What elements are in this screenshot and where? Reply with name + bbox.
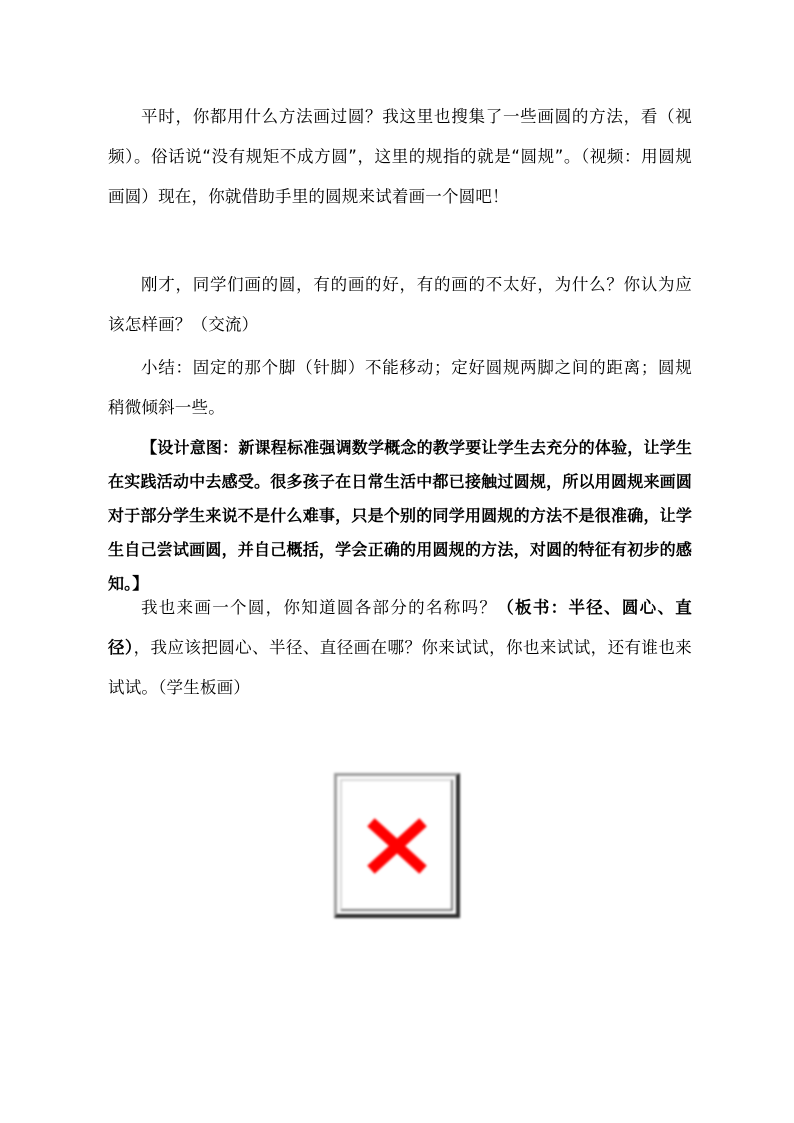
broken-image-icon	[367, 816, 427, 876]
paragraph-circle-parts-end: ，我应该把圆心、半径、直径画在哪？你来试试，你也来试试，还有谁也来试试。（学生板画）	[108, 638, 692, 697]
paragraph-drawing-methods	[108, 97, 692, 217]
blackboard-note: （板书：半径、圆心、直径）	[108, 598, 693, 657]
paragraph-circle-parts	[108, 588, 692, 708]
paragraph-why-difference	[108, 265, 692, 345]
paragraph-why-difference-text: 刚才，同学们画的圆，有的画的好，有的画的不太好，为什么？你认为应该怎样画？（交流）	[108, 275, 692, 334]
design-intent-text: 【设计意图：新课程标准强调数学概念的教学要让学生去充分的体验，让学生在实践活动中去感受。很多孩子在日常生活中都已接触过圆规，所以用圆规来画圆对于部分学生来说不是什么难事，只是个别的同学用圆规的方法不是很准确，让学生自己尝试画圆，并自己概括，学会正确的用圆规的方法，对圆的特征有初步的感知。】	[108, 438, 692, 593]
paragraph-summary	[108, 348, 692, 428]
paragraph-drawing-methods-text: 平时，你都用什么方法画过圆？我这里也搜集了一些画圆的方法，看（视频）。俗话说“没有规矩不成方圆”，这里的规指的就是“圆规”。（视频：用圆规画圆）现在，你就借助手里的圆规来试着画一个圆吧！	[108, 107, 692, 206]
paragraph-summary-text: 小结：固定的那个脚（针脚）不能移动；定好圆规两脚之间的距离；圆规稍微倾斜一些。	[108, 358, 692, 417]
design-intent-block	[108, 431, 692, 601]
paragraph-circle-parts-start: 我也来画一个圆，你知道圆各部分的名称吗？	[141, 598, 498, 617]
broken-image-placeholder	[334, 773, 460, 918]
